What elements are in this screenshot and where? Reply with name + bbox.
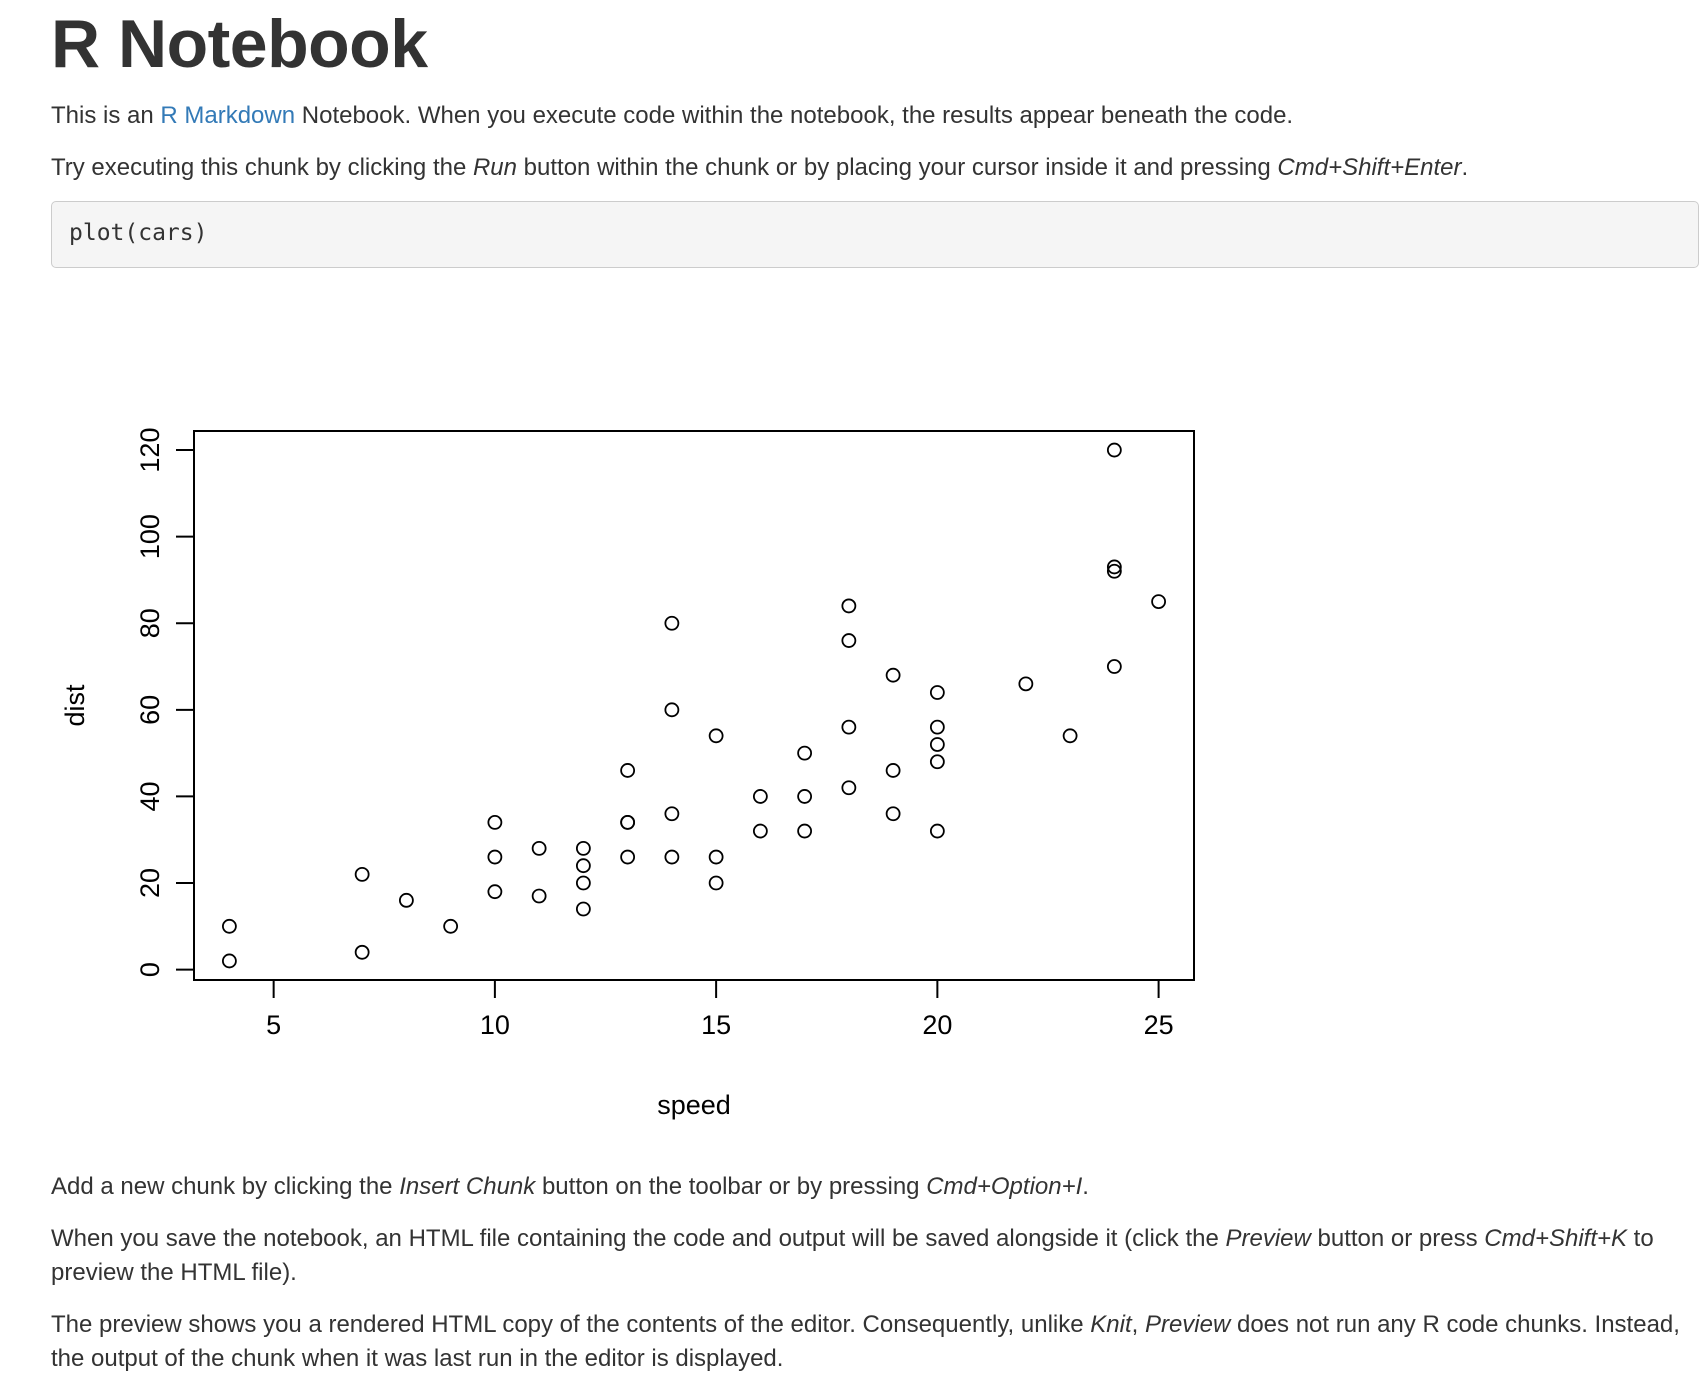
preview-text-2: ,	[1131, 1311, 1145, 1338]
x-tick-label: 20	[922, 1010, 953, 1040]
y-tick-label: 40	[135, 781, 165, 812]
data-point	[710, 729, 723, 742]
preview-paragraph	[51, 1308, 1691, 1376]
data-point	[1152, 595, 1165, 608]
data-point	[621, 851, 634, 864]
x-axis-label: speed	[657, 1090, 731, 1120]
plot-box	[194, 431, 1194, 980]
data-point	[665, 807, 678, 820]
data-point	[1064, 729, 1077, 742]
preview-emphasis: Preview	[1225, 1225, 1311, 1252]
save-text-3: to preview the HTML file).	[51, 1225, 1654, 1286]
data-point	[621, 816, 634, 829]
y-tick-label: 0	[135, 962, 165, 978]
run-shortcut: Cmd+Shift+Enter	[1277, 154, 1462, 181]
data-point	[798, 747, 811, 760]
data-point	[887, 807, 900, 820]
run-emphasis: Run	[472, 154, 517, 181]
intro-text-end: Notebook. When you execute code within the notebook, the results appear beneath the code.	[295, 102, 1294, 129]
data-point	[488, 851, 501, 864]
data-point	[577, 902, 590, 915]
y-tick-label: 120	[135, 427, 165, 473]
data-point	[798, 825, 811, 838]
data-point	[842, 721, 855, 734]
data-point	[710, 851, 723, 864]
intro-text-start: This is an	[51, 102, 161, 129]
data-point	[931, 755, 944, 768]
save-text-2: button or press	[1310, 1225, 1485, 1252]
data-point	[1108, 444, 1121, 457]
data-point	[1108, 660, 1121, 673]
save-text-1: When you save the notebook, an HTML file containing the code and output will be saved alongside it (click the	[51, 1225, 1226, 1252]
data-point	[533, 890, 546, 903]
data-point	[400, 894, 413, 907]
code-text: plot(cars)	[69, 220, 208, 246]
data-point	[223, 954, 236, 967]
data-point	[577, 842, 590, 855]
data-point	[577, 877, 590, 890]
data-point	[1019, 677, 1032, 690]
data-point	[533, 842, 546, 855]
knit-emphasis: Knit	[1090, 1311, 1132, 1338]
data-point	[665, 851, 678, 864]
y-axis-label: dist	[60, 684, 90, 727]
data-point	[798, 790, 811, 803]
page-title: R Notebook	[51, 6, 428, 82]
data-point	[356, 868, 369, 881]
data-point	[356, 946, 369, 959]
preview-text-1: The preview shows you a rendered HTML copy of the contents of the editor. Consequently, unlike	[51, 1311, 1091, 1338]
data-point	[931, 721, 944, 734]
x-tick-label: 15	[701, 1010, 732, 1040]
y-tick-label: 100	[135, 514, 165, 560]
data-point	[665, 617, 678, 630]
data-point	[577, 859, 590, 872]
data-point	[488, 816, 501, 829]
data-point	[444, 920, 457, 933]
data-point	[842, 634, 855, 647]
data-point	[887, 669, 900, 682]
data-point	[842, 599, 855, 612]
post-plot-text	[51, 1170, 1691, 1394]
data-point	[754, 790, 767, 803]
try-text-3: .	[1461, 154, 1469, 181]
try-text-1: Try executing this chunk by clicking the	[51, 154, 473, 181]
data-point	[931, 825, 944, 838]
data-point	[754, 825, 767, 838]
y-tick-label: 80	[135, 608, 165, 639]
x-tick-label: 5	[266, 1010, 282, 1040]
x-tick-label: 10	[479, 1010, 510, 1040]
data-point	[223, 920, 236, 933]
y-tick-label: 20	[135, 867, 165, 899]
data-point	[887, 764, 900, 777]
add-chunk-text-3: .	[1082, 1173, 1089, 1200]
preview-shortcut: Cmd+Shift+K	[1484, 1225, 1628, 1252]
x-tick-label: 25	[1143, 1010, 1174, 1040]
preview-emphasis-2: Preview	[1144, 1311, 1231, 1338]
add-chunk-text-1: Add a new chunk by clicking the	[51, 1173, 400, 1200]
insert-chunk-emphasis: Insert Chunk	[399, 1173, 536, 1200]
r-markdown-link[interactable]: R Markdown	[160, 102, 296, 129]
save-paragraph	[51, 1222, 1691, 1290]
data-point	[710, 877, 723, 890]
data-point	[931, 738, 944, 751]
data-point	[488, 885, 501, 898]
y-tick-label: 60	[135, 694, 165, 725]
data-point	[842, 781, 855, 794]
data-point	[621, 764, 634, 777]
data-point	[665, 703, 678, 716]
add-chunk-text-2: button on the toolbar or by pressing	[535, 1173, 927, 1200]
try-text-2: button within the chunk or by placing your cursor inside it and pressing	[517, 154, 1278, 181]
insert-chunk-shortcut: Cmd+Option+I	[926, 1173, 1083, 1200]
data-point	[931, 686, 944, 699]
add-chunk-paragraph	[51, 1170, 1691, 1204]
preview-text-3: does not run any R code chunks. Instead, the output of the chunk when it was last run in the editor is displayed.	[51, 1311, 1680, 1372]
